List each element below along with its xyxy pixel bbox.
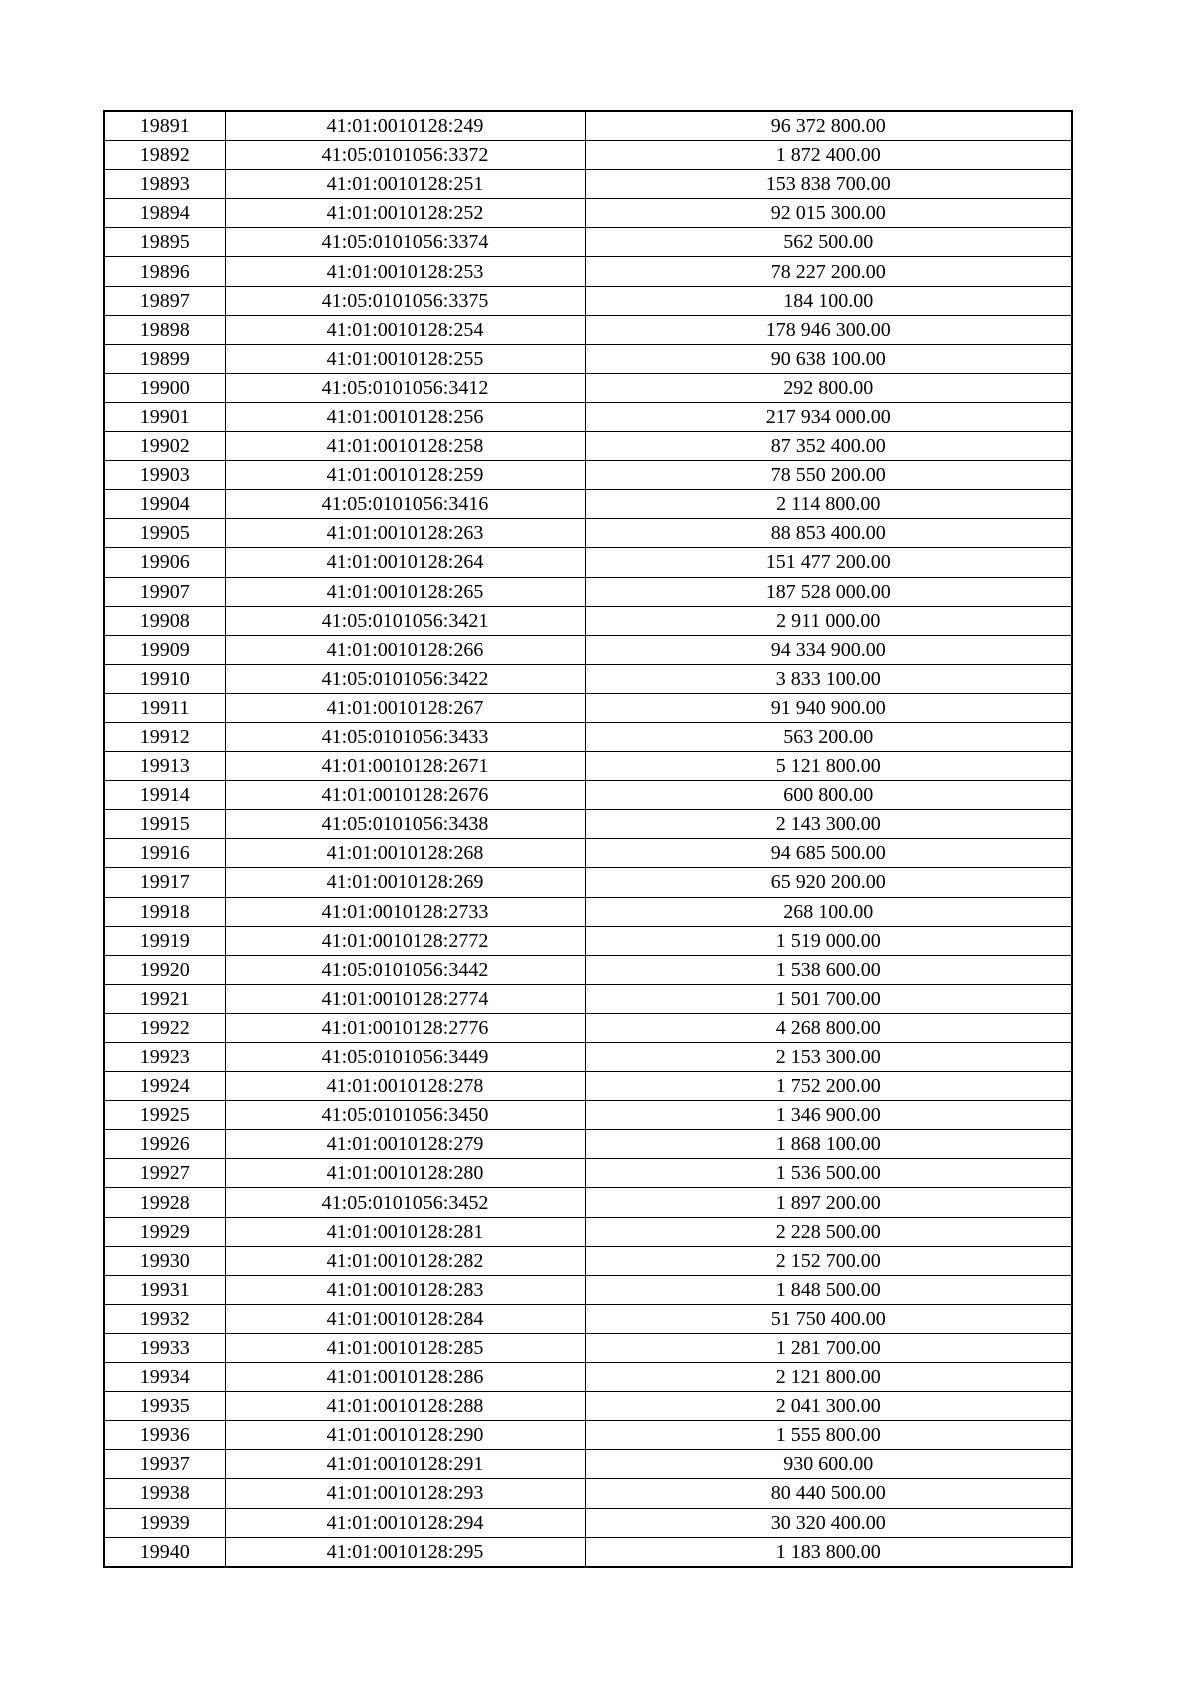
- row-number-cell: 19903: [104, 461, 225, 490]
- cadastral-number-cell: 41:01:0010128:258: [225, 432, 585, 461]
- cadastral-number-cell: 41:05:0101056:3452: [225, 1188, 585, 1217]
- cadastral-number-cell: 41:01:0010128:284: [225, 1304, 585, 1333]
- row-number-cell: 19923: [104, 1043, 225, 1072]
- table-row: [104, 722, 1072, 751]
- row-number-cell: 19897: [104, 286, 225, 315]
- cadastral-value-cell: 268 100.00: [585, 897, 1072, 926]
- table-row: [104, 868, 1072, 897]
- cadastral-number-cell: 41:01:0010128:2772: [225, 926, 585, 955]
- cadastral-number-cell: 41:01:0010128:281: [225, 1217, 585, 1246]
- table-row: [104, 1537, 1072, 1567]
- row-number-cell: 19902: [104, 432, 225, 461]
- row-number-cell: 19929: [104, 1217, 225, 1246]
- table-row: [104, 257, 1072, 286]
- row-number-cell: 19905: [104, 519, 225, 548]
- table-row: [104, 1217, 1072, 1246]
- cadastral-number-cell: 41:01:0010128:2774: [225, 984, 585, 1013]
- row-number-cell: 19910: [104, 664, 225, 693]
- cadastral-number-cell: 41:01:0010128:249: [225, 111, 585, 141]
- table-row: [104, 373, 1072, 402]
- cadastral-number-cell: 41:05:0101056:3372: [225, 141, 585, 170]
- cadastral-number-cell: 41:01:0010128:294: [225, 1508, 585, 1537]
- table-row: [104, 1013, 1072, 1042]
- cadastral-value-cell: 1 346 900.00: [585, 1101, 1072, 1130]
- cadastral-value-cell: 96 372 800.00: [585, 111, 1072, 141]
- table-row: [104, 1130, 1072, 1159]
- row-number-cell: 19933: [104, 1333, 225, 1362]
- row-number-cell: 19904: [104, 490, 225, 519]
- cadastral-value-cell: 1 281 700.00: [585, 1333, 1072, 1362]
- table-row: [104, 402, 1072, 431]
- table-row: [104, 1188, 1072, 1217]
- cadastral-number-cell: 41:01:0010128:293: [225, 1479, 585, 1508]
- table-row: [104, 926, 1072, 955]
- cadastral-number-cell: 41:05:0101056:3375: [225, 286, 585, 315]
- cadastral-number-cell: 41:01:0010128:269: [225, 868, 585, 897]
- table-row: [104, 228, 1072, 257]
- row-number-cell: 19927: [104, 1159, 225, 1188]
- cadastral-number-cell: 41:01:0010128:2776: [225, 1013, 585, 1042]
- cadastral-value-cell: 600 800.00: [585, 781, 1072, 810]
- row-number-cell: 19894: [104, 199, 225, 228]
- cadastral-value-cell: 930 600.00: [585, 1450, 1072, 1479]
- cadastral-value-table: [103, 110, 1073, 1568]
- table-row: [104, 1072, 1072, 1101]
- table-row: [104, 1333, 1072, 1362]
- cadastral-number-cell: 41:01:0010128:266: [225, 635, 585, 664]
- cadastral-number-cell: 41:01:0010128:295: [225, 1537, 585, 1567]
- row-number-cell: 19936: [104, 1421, 225, 1450]
- cadastral-number-cell: 41:01:0010128:253: [225, 257, 585, 286]
- table-row: [104, 548, 1072, 577]
- row-number-cell: 19926: [104, 1130, 225, 1159]
- cadastral-value-cell: 1 872 400.00: [585, 141, 1072, 170]
- cadastral-value-cell: 1 519 000.00: [585, 926, 1072, 955]
- row-number-cell: 19940: [104, 1537, 225, 1567]
- cadastral-number-cell: 41:05:0101056:3412: [225, 373, 585, 402]
- row-number-cell: 19922: [104, 1013, 225, 1042]
- table-row: [104, 606, 1072, 635]
- table-row: [104, 490, 1072, 519]
- row-number-cell: 19937: [104, 1450, 225, 1479]
- cadastral-value-cell: 1 538 600.00: [585, 955, 1072, 984]
- row-number-cell: 19918: [104, 897, 225, 926]
- cadastral-number-cell: 41:01:0010128:282: [225, 1246, 585, 1275]
- table-row: [104, 1275, 1072, 1304]
- cadastral-number-cell: 41:05:0101056:3433: [225, 722, 585, 751]
- cadastral-number-cell: 41:01:0010128:291: [225, 1450, 585, 1479]
- cadastral-number-cell: 41:05:0101056:3438: [225, 810, 585, 839]
- cadastral-value-cell: 151 477 200.00: [585, 548, 1072, 577]
- table-row: [104, 344, 1072, 373]
- row-number-cell: 19908: [104, 606, 225, 635]
- cadastral-value-cell: 153 838 700.00: [585, 170, 1072, 199]
- cadastral-value-cell: 1 555 800.00: [585, 1421, 1072, 1450]
- cadastral-number-cell: 41:01:0010128:263: [225, 519, 585, 548]
- row-number-cell: 19900: [104, 373, 225, 402]
- row-number-cell: 19930: [104, 1246, 225, 1275]
- row-number-cell: 19913: [104, 752, 225, 781]
- row-number-cell: 19892: [104, 141, 225, 170]
- cadastral-value-cell: 90 638 100.00: [585, 344, 1072, 373]
- cadastral-number-cell: 41:01:0010128:268: [225, 839, 585, 868]
- row-number-cell: 19895: [104, 228, 225, 257]
- cadastral-number-cell: 41:01:0010128:2733: [225, 897, 585, 926]
- cadastral-value-cell: 5 121 800.00: [585, 752, 1072, 781]
- row-number-cell: 19912: [104, 722, 225, 751]
- cadastral-number-cell: 41:01:0010128:278: [225, 1072, 585, 1101]
- cadastral-number-cell: 41:01:0010128:251: [225, 170, 585, 199]
- row-number-cell: 19932: [104, 1304, 225, 1333]
- cadastral-number-cell: 41:01:0010128:290: [225, 1421, 585, 1450]
- cadastral-value-cell: 87 352 400.00: [585, 432, 1072, 461]
- row-number-cell: 19939: [104, 1508, 225, 1537]
- cadastral-number-cell: 41:01:0010128:288: [225, 1392, 585, 1421]
- table-row: [104, 984, 1072, 1013]
- table-row: [104, 519, 1072, 548]
- table-row: [104, 1043, 1072, 1072]
- table-row: [104, 635, 1072, 664]
- table-row: [104, 141, 1072, 170]
- table-row: [104, 286, 1072, 315]
- cadastral-number-cell: 41:01:0010128:285: [225, 1333, 585, 1362]
- table-row: [104, 315, 1072, 344]
- table-body: [104, 111, 1072, 1567]
- cadastral-value-cell: 2 041 300.00: [585, 1392, 1072, 1421]
- cadastral-value-cell: 1 848 500.00: [585, 1275, 1072, 1304]
- table-row: [104, 1392, 1072, 1421]
- cadastral-value-cell: 2 228 500.00: [585, 1217, 1072, 1246]
- cadastral-number-cell: 41:01:0010128:259: [225, 461, 585, 490]
- row-number-cell: 19909: [104, 635, 225, 664]
- cadastral-value-cell: 187 528 000.00: [585, 577, 1072, 606]
- cadastral-value-cell: 2 121 800.00: [585, 1363, 1072, 1392]
- cadastral-number-cell: 41:05:0101056:3421: [225, 606, 585, 635]
- cadastral-value-cell: 2 153 300.00: [585, 1043, 1072, 1072]
- cadastral-value-cell: 80 440 500.00: [585, 1479, 1072, 1508]
- cadastral-value-cell: 1 897 200.00: [585, 1188, 1072, 1217]
- row-number-cell: 19891: [104, 111, 225, 141]
- row-number-cell: 19935: [104, 1392, 225, 1421]
- cadastral-value-cell: 30 320 400.00: [585, 1508, 1072, 1537]
- cadastral-number-cell: 41:01:0010128:265: [225, 577, 585, 606]
- cadastral-value-cell: 78 227 200.00: [585, 257, 1072, 286]
- cadastral-number-cell: 41:01:0010128:267: [225, 693, 585, 722]
- table-row: [104, 897, 1072, 926]
- row-number-cell: 19907: [104, 577, 225, 606]
- cadastral-number-cell: 41:01:0010128:279: [225, 1130, 585, 1159]
- table-row: [104, 199, 1072, 228]
- cadastral-value-cell: 1 501 700.00: [585, 984, 1072, 1013]
- cadastral-value-cell: 51 750 400.00: [585, 1304, 1072, 1333]
- cadastral-number-cell: 41:01:0010128:283: [225, 1275, 585, 1304]
- table-row: [104, 1508, 1072, 1537]
- row-number-cell: 19924: [104, 1072, 225, 1101]
- cadastral-value-cell: 2 911 000.00: [585, 606, 1072, 635]
- table-row: [104, 664, 1072, 693]
- table-row: [104, 955, 1072, 984]
- cadastral-number-cell: 41:05:0101056:3374: [225, 228, 585, 257]
- table-row: [104, 693, 1072, 722]
- row-number-cell: 19906: [104, 548, 225, 577]
- cadastral-number-cell: 41:05:0101056:3416: [225, 490, 585, 519]
- cadastral-number-cell: 41:05:0101056:3442: [225, 955, 585, 984]
- cadastral-value-cell: 88 853 400.00: [585, 519, 1072, 548]
- cadastral-number-cell: 41:01:0010128:2676: [225, 781, 585, 810]
- table-row: [104, 1159, 1072, 1188]
- cadastral-number-cell: 41:01:0010128:256: [225, 402, 585, 431]
- cadastral-number-cell: 41:01:0010128:286: [225, 1363, 585, 1392]
- row-number-cell: 19893: [104, 170, 225, 199]
- cadastral-number-cell: 41:01:0010128:254: [225, 315, 585, 344]
- cadastral-number-cell: 41:05:0101056:3422: [225, 664, 585, 693]
- row-number-cell: 19925: [104, 1101, 225, 1130]
- table-row: [104, 170, 1072, 199]
- row-number-cell: 19915: [104, 810, 225, 839]
- cadastral-number-cell: 41:05:0101056:3450: [225, 1101, 585, 1130]
- table-row: [104, 111, 1072, 141]
- cadastral-value-cell: 562 500.00: [585, 228, 1072, 257]
- cadastral-value-cell: 2 143 300.00: [585, 810, 1072, 839]
- cadastral-number-cell: 41:01:0010128:264: [225, 548, 585, 577]
- table-row: [104, 1450, 1072, 1479]
- cadastral-value-cell: 217 934 000.00: [585, 402, 1072, 431]
- cadastral-value-cell: 2 152 700.00: [585, 1246, 1072, 1275]
- cadastral-value-cell: 1 183 800.00: [585, 1537, 1072, 1567]
- row-number-cell: 19899: [104, 344, 225, 373]
- row-number-cell: 19928: [104, 1188, 225, 1217]
- cadastral-number-cell: 41:01:0010128:255: [225, 344, 585, 373]
- cadastral-number-cell: 41:05:0101056:3449: [225, 1043, 585, 1072]
- table-row: [104, 839, 1072, 868]
- cadastral-value-cell: 292 800.00: [585, 373, 1072, 402]
- row-number-cell: 19896: [104, 257, 225, 286]
- cadastral-value-cell: 91 940 900.00: [585, 693, 1072, 722]
- table-row: [104, 1421, 1072, 1450]
- table-row: [104, 781, 1072, 810]
- cadastral-value-cell: 178 946 300.00: [585, 315, 1072, 344]
- row-number-cell: 19914: [104, 781, 225, 810]
- table-row: [104, 1304, 1072, 1333]
- cadastral-value-cell: 563 200.00: [585, 722, 1072, 751]
- cadastral-number-cell: 41:01:0010128:2671: [225, 752, 585, 781]
- table-row: [104, 752, 1072, 781]
- cadastral-value-cell: 92 015 300.00: [585, 199, 1072, 228]
- cadastral-number-cell: 41:01:0010128:280: [225, 1159, 585, 1188]
- cadastral-value-cell: 4 268 800.00: [585, 1013, 1072, 1042]
- row-number-cell: 19921: [104, 984, 225, 1013]
- cadastral-value-cell: 65 920 200.00: [585, 868, 1072, 897]
- row-number-cell: 19931: [104, 1275, 225, 1304]
- row-number-cell: 19919: [104, 926, 225, 955]
- table-row: [104, 1246, 1072, 1275]
- cadastral-value-cell: 1 536 500.00: [585, 1159, 1072, 1188]
- row-number-cell: 19938: [104, 1479, 225, 1508]
- cadastral-value-cell: 1 752 200.00: [585, 1072, 1072, 1101]
- cadastral-value-cell: 94 685 500.00: [585, 839, 1072, 868]
- row-number-cell: 19901: [104, 402, 225, 431]
- table-row: [104, 1479, 1072, 1508]
- cadastral-value-cell: 3 833 100.00: [585, 664, 1072, 693]
- row-number-cell: 19917: [104, 868, 225, 897]
- cadastral-value-cell: 2 114 800.00: [585, 490, 1072, 519]
- cadastral-number-cell: 41:01:0010128:252: [225, 199, 585, 228]
- table-row: [104, 577, 1072, 606]
- table-row: [104, 810, 1072, 839]
- table-row: [104, 1101, 1072, 1130]
- row-number-cell: 19934: [104, 1363, 225, 1392]
- cadastral-value-cell: 94 334 900.00: [585, 635, 1072, 664]
- cadastral-value-cell: 78 550 200.00: [585, 461, 1072, 490]
- row-number-cell: 19898: [104, 315, 225, 344]
- table-row: [104, 1363, 1072, 1392]
- table-row: [104, 432, 1072, 461]
- row-number-cell: 19911: [104, 693, 225, 722]
- row-number-cell: 19920: [104, 955, 225, 984]
- row-number-cell: 19916: [104, 839, 225, 868]
- cadastral-value-cell: 184 100.00: [585, 286, 1072, 315]
- cadastral-value-cell: 1 868 100.00: [585, 1130, 1072, 1159]
- table-row: [104, 461, 1072, 490]
